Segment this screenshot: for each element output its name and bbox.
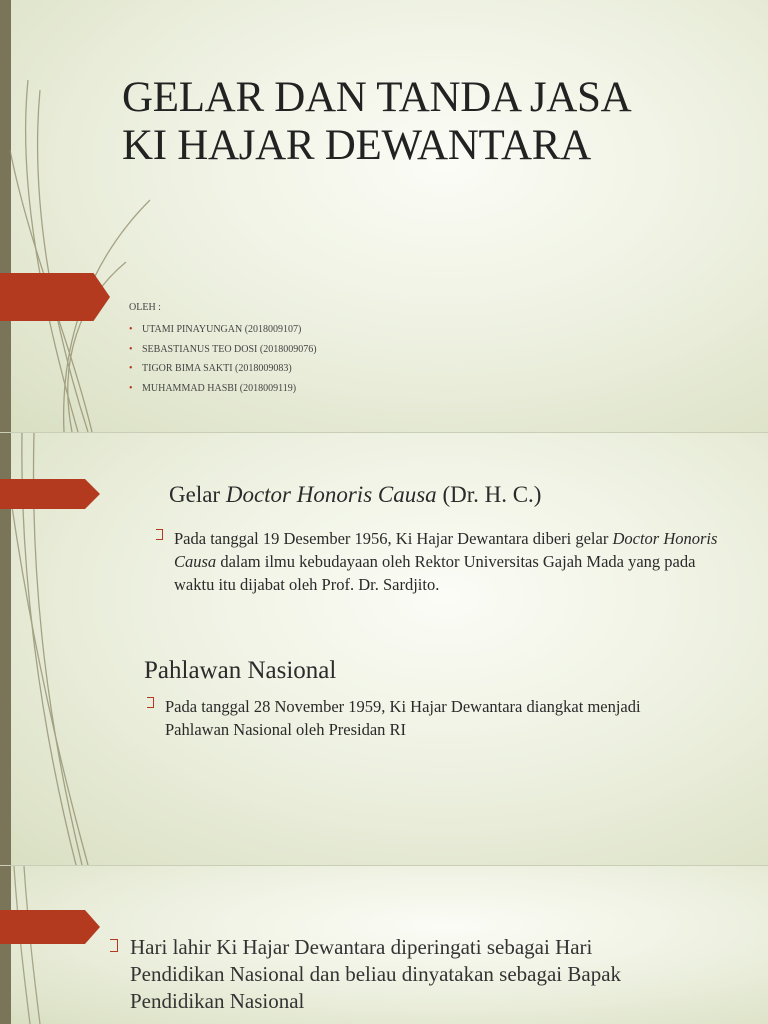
- item-text: Pada tanggal 28 November 1959, Ki Hajar Dewantara diangkat menjadi Pahlawan Nasional oleh Presidan RI: [165, 697, 641, 739]
- heading-italic-text: Doctor Honoris Causa: [225, 482, 437, 507]
- bullet-icon: •: [129, 363, 133, 374]
- decorative-swirl: [0, 0, 768, 432]
- by-label: OLEH :: [129, 302, 161, 313]
- bullet-icon: [110, 939, 118, 952]
- bullet-icon: [156, 529, 163, 540]
- title-line-2: KI HAJAR DEWANTARA: [122, 122, 591, 169]
- item-text: dalam ilmu kebudayaan oleh Rektor Universitas Gajah Mada yang pada waktu itu dijabat oleh Prof. Dr. Sardjito.: [174, 552, 696, 594]
- bullet-icon: •: [129, 324, 133, 335]
- item-italic-text: Doctor Honoris Causa: [174, 529, 718, 571]
- content-slide-awards: [0, 433, 768, 865]
- accent-arrow-tab: [0, 273, 110, 321]
- list-item: [129, 320, 317, 340]
- item-text: Pada tanggal 19 Desember 1956, Ki Hajar Dewantara diberi gelar: [174, 529, 613, 548]
- title-line-1: GELAR DAN TANDA JASA: [122, 74, 632, 121]
- title-slide: [0, 0, 768, 432]
- item-text: Hari lahir Ki Hajar Dewantara diperingati sebagai Hari Pendidikan Nasional dan beliau dinyatakan sebagai Bapak Pendidikan Nasional: [130, 935, 622, 1013]
- bullet-icon: •: [129, 343, 133, 355]
- list-item: [129, 379, 317, 399]
- left-accent-bar: [0, 866, 11, 1024]
- author-name: MUHAMMAD HASBI (2018009119): [142, 382, 297, 394]
- section-heading-hero: Pahlawan Nasional: [144, 657, 337, 684]
- left-accent-bar: [0, 0, 11, 432]
- slide-title: [122, 74, 631, 170]
- heading-text: (Dr. H. C.): [436, 482, 542, 507]
- heading-text: Gelar: [169, 482, 226, 507]
- author-list: [129, 320, 317, 398]
- author-name: UTAMI PINAYUNGAN (2018009107): [142, 324, 302, 335]
- accent-arrow-tab: [0, 479, 100, 509]
- list-item: [174, 527, 722, 596]
- content-slide-education-day: [0, 866, 768, 1024]
- bullet-icon: •: [129, 382, 133, 394]
- list-item: [129, 359, 317, 379]
- list-item: [165, 695, 685, 741]
- author-name: SEBASTIANUS TEO DOSI (2018009076): [142, 343, 317, 355]
- accent-arrow-tab: [0, 910, 100, 944]
- list-item: [129, 340, 317, 360]
- bullet-icon: [147, 697, 154, 708]
- list-item: [130, 934, 670, 1015]
- section-heading-doctor: [169, 481, 541, 509]
- author-name: TIGOR BIMA SAKTI (2018009083): [142, 363, 292, 374]
